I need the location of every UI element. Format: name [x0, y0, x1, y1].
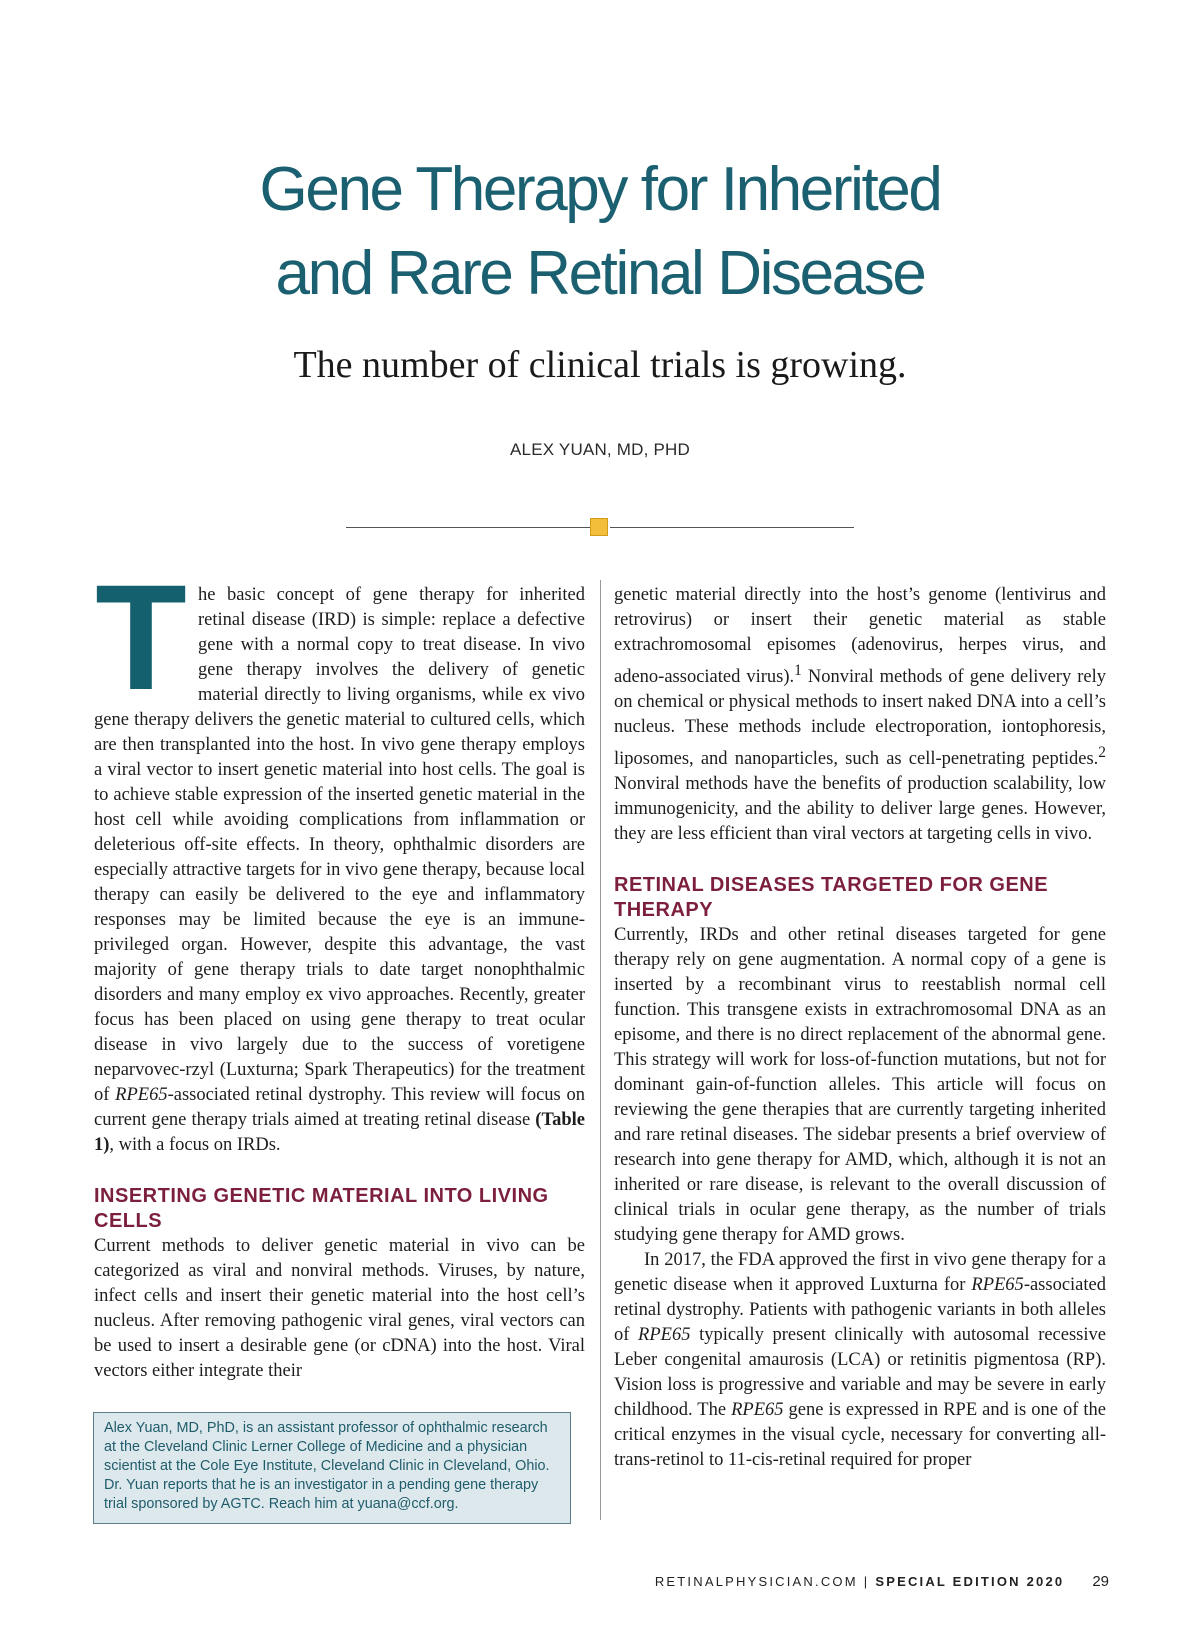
- section-heading-retinal-diseases: RETINAL DISEASES TARGETED FOR GENE THERAPY: [614, 874, 1049, 922]
- gene-name: RPE65: [115, 1085, 168, 1105]
- footer-site: RETINALPHYSICIAN.COM: [654, 1574, 858, 1589]
- divider-rule-right: [610, 527, 854, 528]
- divider-ornament: [590, 518, 608, 536]
- reference-superscript: 2: [1098, 744, 1106, 762]
- body-paragraph: Currently, IRDs and other retinal diseases targeted for gene therapy rely on gene augmentation. A normal copy of a gene is inserted by a recombinant virus to reestablish normal cell function. This transgene exists in extrachromosomal DNA as an episome, and there is no direct replacement of the abnormal gene. This strategy will work for loss-of-function mutations, but not for dominant gain-of-function alleles. This article will focus on reviewing the gene therapies that are currently targeting inherited and rare retinal diseases. The sidebar presents a brief overview of research into gene therapy for AMD, which, although it is not an inherited or rare disease, is relevant to the overall discussion of clinical trials in ocular gene therapy, as the number of trials studying gene therapy for AMD grows.: [614, 925, 1106, 1246]
- gene-name: RPE65: [638, 1325, 691, 1346]
- author-byline: ALEX YUAN, MD, PHD: [510, 440, 690, 459]
- footer-separator: |: [863, 1574, 870, 1589]
- title-line-1: Gene Therapy for Inherited: [259, 155, 941, 224]
- author-bio-box: Alex Yuan, MD, PhD, is an assistant professor of ophthalmic research at the Cleveland Clinic Lerner College of Medicine and a physician scientist at the Cole Eye Institute, Cleveland Clinic in Cleveland, Ohio. Dr. Yuan reports that he is an investigator in a pending gene therapy trial sponsored by AGTC. Reach him at yuana@ccf.org.: [93, 1412, 571, 1524]
- body-paragraph: Current methods to deliver genetic material in vivo can be categorized as viral and nonviral methods. Viruses, by nature, infect cells and insert their genetic material into the host cell’s nucleus. After removing pathogenic viral genes, viral vectors can be used to insert a desirable gene (or cDNA) into the host. Viral vectors either integrate their: [94, 1236, 585, 1381]
- right-column: [614, 583, 1106, 1473]
- section-heading-inserting: INSERTING GENETIC MATERIAL INTO LIVING CELLS: [94, 1185, 549, 1232]
- article-subtitle: The number of clinical trials is growing.: [293, 344, 907, 386]
- title-line-2: and Rare Retinal Disease: [275, 239, 925, 308]
- divider-rule-left: [346, 527, 590, 528]
- table-reference: (Table 1): [94, 1110, 585, 1155]
- reference-superscript: 1: [794, 662, 802, 679]
- left-column: [94, 553, 585, 1384]
- footer-edition: SPECIAL EDITION 2020: [875, 1574, 1065, 1589]
- gene-name: RPE65: [731, 1400, 784, 1421]
- body-paragraph: In 2017, the FDA approved the first in vivo gene therapy for a genetic disease when it approved Luxturna for RPE65-associated retinal dystrophy. Patients with pathogenic variants in both alleles of RPE65 typically present clinically with autosomal recessive Leber congenital amaurosis (LCA) or retinitis pigmentosa (RP). Vision loss is progressive and variable and may be severe in early childhood. The RPE65 gene is expressed in RPE and is one of the critical enzymes in the visual cycle, necessary for converting all-trans-retinol to 11-cis-retinal required for proper: [614, 1250, 1107, 1471]
- page-number: 29: [1092, 1573, 1109, 1590]
- body-paragraph: genetic material directly into the host’s genome (lentivirus and retrovirus) or insert their genetic material as stable extrachromosomal episomes (adenovirus, herpes virus, and adeno-associated virus).$^1$ Nonviral methods of gene delivery rely on chemical or physical methods to insert naked DNA into a cell’s nucleus. These methods include electroporation, iontophoresis, liposomes, and nanoparticles, such as cell-penetrating peptides.$^2$ Nonviral methods have the benefits of production scalability, low immunogenicity, and the ability to deliver large genes. However, they are less efficient than viral vectors at targeting cells in vivo.: [614, 585, 1106, 845]
- column-divider: [600, 580, 601, 1520]
- article-title: [0, 148, 1200, 316]
- drop-cap: T: [95, 553, 187, 721]
- gene-name: RPE65: [971, 1275, 1024, 1296]
- intro-paragraph: The basic concept of gene therapy for inherited retinal disease (IRD) is simple: replace a defective gene with a normal copy to treat disease. In vivo gene therapy involves the delivery of genetic material directly to living organisms, while ex vivo gene therapy delivers the genetic material to cultured cells, which are then transplanted into the host. In vivo gene therapy employs a viral vector to insert genetic material into host cells. The goal is to achieve stable expression of the inserted genetic material in the host cell while avoiding complications from inflammation or deleterious off-site effects. In theory, ophthalmic disorders are especially attractive targets for in vivo gene therapy, because local therapy can easily be delivered to the eye and inflammatory responses may be limited because the eye is an immune-privileged organ. However, despite this advantage, the vast majority of gene therapy trials to date target nonophthalmic disorders and many employ ex vivo approaches. Recently, greater focus has been placed on using gene therapy to treat ocular disease in vivo largely due to the success of voretigene neparvovec-rzyl (Luxturna; Spark Therapeutics) for the treatment of RPE65-associated retinal dystrophy. This review will focus on current gene therapy trials aimed at treating retinal disease (Table 1), with a focus on IRDs.: [94, 553, 585, 1155]
- page-footer: [655, 1573, 1109, 1590]
